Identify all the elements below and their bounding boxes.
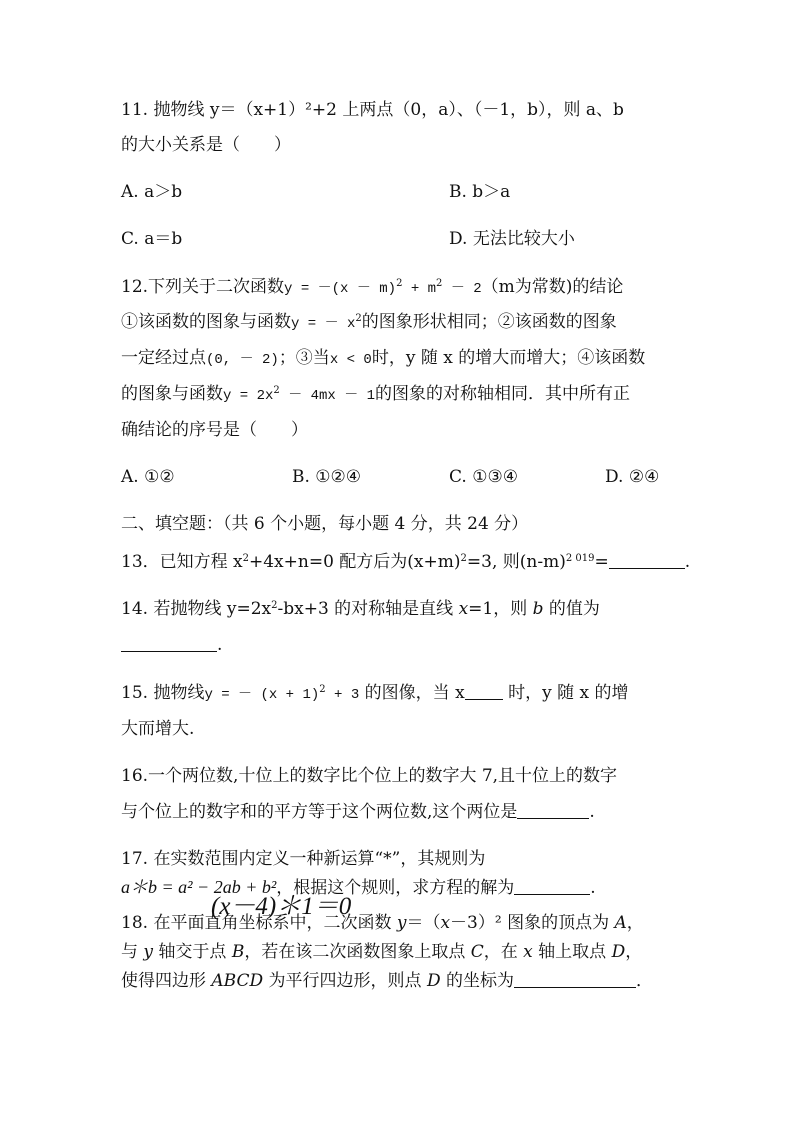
q14-mid: -bx+3 的对称轴是直线 (277, 599, 459, 619)
q18-y2: y (143, 942, 154, 962)
q18-A: A (614, 913, 627, 933)
q11-option-b: B. b＞a (449, 182, 511, 202)
q18-line3 (121, 970, 653, 992)
q12-sup: 2 (355, 313, 362, 324)
q12-line2 (121, 311, 617, 335)
q13-mid1: +4x+n=0 配方后为(x+m) (249, 552, 461, 572)
q18-l3-post: 的坐标为 (440, 971, 514, 991)
q15-sup: 2 (319, 684, 326, 695)
q11-line1: 11. 抛物线 y＝（x+1）²+2 上两点（0，a）、（－1，b），则 a、b (121, 100, 624, 120)
q12-line5: 确结论的序号是（ ） (121, 420, 308, 440)
q17-answer-blank[interactable] (514, 879, 590, 895)
q12-line4 (121, 383, 630, 407)
q12-line1-text: 12.下列关于二次函数 (121, 277, 285, 297)
q12-line3-post: 时，y 随 x 的增大而增大；④该函数 (371, 348, 646, 368)
q12-math-minus2: － 2 (442, 281, 482, 297)
q18-x2: x (523, 942, 533, 962)
q12-line2-text: ①该函数的图象与函数 (121, 312, 291, 332)
q12-line2-post: 的图象形状相同；②该函数的图象 (361, 312, 617, 332)
q18-l2-mid4: 轴上取点 (532, 942, 612, 962)
q13-sup: 2 (242, 553, 249, 564)
q12-line4-text: 的图象与函数 (121, 384, 223, 404)
q14-line2 (121, 634, 222, 656)
q15-math-plus3: + 3 (325, 687, 360, 703)
q18-l3-end: ． (636, 971, 653, 991)
q13-text: 13．已知方程 x (121, 552, 243, 572)
q12-line1 (121, 276, 623, 300)
q16-line1: 16.一个两位数,十位上的数字比个位上的数字大 7,且十位上的数字 (121, 766, 618, 786)
q14-x: x (458, 599, 469, 619)
q11-option-d: D. 无法比较大小 (449, 229, 575, 249)
q18-C: C (470, 942, 484, 962)
q17-equation: (x－4)＊1＝0 (211, 893, 352, 920)
q11-option-a: A. a＞b (121, 182, 183, 202)
q15-text: 15. 抛物线 (121, 683, 205, 703)
q12-sup: 2 (396, 278, 403, 289)
q18-x: x (440, 913, 451, 933)
q14-text: 14. 若抛物线 y=2x (121, 599, 272, 619)
q17-post: ，根据这个规则，求方程的解为 (276, 878, 515, 898)
q16-line2 (121, 801, 595, 823)
q13-post: = (594, 552, 609, 572)
q17-formula: a＊b = a² − 2ab + b² (121, 877, 277, 897)
q15-mid2: 时，y 随 x 的增 (502, 683, 629, 703)
q15-mid: 的图像，当 x (359, 683, 465, 703)
q13-mid2: =3, 则(n-m) (466, 552, 566, 572)
q12-option-a: A. ①② (121, 467, 175, 487)
q14-mid2: =1，则 (468, 599, 533, 619)
q18-l3-pre: 使得四边形 (121, 971, 212, 991)
q12-option-b: B. ①②④ (292, 467, 362, 487)
q14-line1 (121, 598, 600, 620)
q18-B: B (231, 942, 245, 962)
q15-answer-blank[interactable] (465, 684, 503, 700)
q12-sup: 2 (273, 385, 280, 396)
q14-post: 的值为 (543, 599, 600, 619)
q15-line2: 大而增大. (121, 719, 195, 739)
q18-ABCD: ABCD (211, 971, 264, 991)
q12-line3-mid: ；③当 (278, 348, 330, 368)
q18-l2-pre: 与 (121, 942, 144, 962)
q14-end: . (217, 635, 223, 655)
q12-math-negx: y = － x (291, 316, 356, 332)
q12-line1-post: （m为常数)的结论 (481, 277, 624, 297)
q18-l3-mid: 为平行四边形，则点 (263, 971, 427, 991)
q18-D2: D (426, 971, 441, 991)
q18-line2 (121, 941, 642, 963)
q16-end: . (589, 802, 595, 822)
q18-end1: ， (626, 913, 644, 933)
q18-mid: ＝（ (406, 913, 441, 933)
q13-line (121, 551, 690, 573)
q18-line1 (121, 912, 644, 934)
q18-answer-blank[interactable] (514, 972, 636, 988)
section-heading-fill-in: 二、填空题：（共 6 个小题，每小题 4 分，共 24 分） (121, 514, 529, 534)
q11-option-c: C. a＝b (121, 229, 183, 249)
q13-end: . (684, 552, 691, 572)
q12-line3-text: 一定经过点 (121, 348, 206, 368)
q16-answer-blank[interactable] (517, 803, 589, 819)
q12-sup: 2 (436, 278, 443, 289)
q17-line2 (121, 876, 596, 899)
q17-end: . (590, 878, 596, 898)
q18-text: 18. 在平面直角坐标系中，二次函数 (121, 913, 397, 933)
q12-line3 (121, 347, 645, 371)
q12-math-func: y = －(x － m) (284, 281, 397, 297)
q12-math-xlt0: x < 0 (329, 352, 372, 368)
q12-line4-post: 的图象的对称轴相同．其中所有正 (375, 384, 631, 404)
q12-option-c: C. ①③④ (449, 467, 518, 487)
q12-math-func2: y = 2x (223, 388, 274, 404)
q13-answer-blank[interactable] (609, 553, 685, 569)
q12-math-func2b: － 4mx － 1 (279, 388, 376, 404)
q18-l2-mid2: ，若在该二次函数图象上取点 (244, 942, 471, 962)
q15-math-func: y = － (x + 1) (204, 687, 320, 703)
q18-l2-mid: 轴交于点 (153, 942, 232, 962)
q18-mid2: －3）² 图象的顶点为 (450, 913, 615, 933)
q12-option-d: D. ②④ (605, 467, 660, 487)
q14-b: b (532, 599, 544, 619)
q17-line1: 17. 在实数范围内定义一种新运算“*”，其规则为 (121, 849, 486, 869)
q13-sup: 2 (460, 553, 467, 564)
q16-text: 与个位上的数字和的平方等于这个两位数,这个两位是 (121, 802, 518, 822)
q15-line1 (121, 682, 628, 706)
q11-line2: 的大小关系是（ ） (121, 135, 291, 155)
q12-math-m2: + m (402, 281, 437, 297)
q14-sup: 2 (271, 600, 278, 611)
q18-l2-end: ， (625, 942, 643, 962)
q18-y: y (396, 913, 407, 933)
q13-exp: 2 019 (565, 553, 595, 564)
q18-D: D (611, 942, 626, 962)
q18-l2-mid3: ，在 (483, 942, 524, 962)
q12-math-point: (0, － 2) (206, 352, 279, 368)
q14-answer-blank[interactable] (121, 636, 217, 652)
